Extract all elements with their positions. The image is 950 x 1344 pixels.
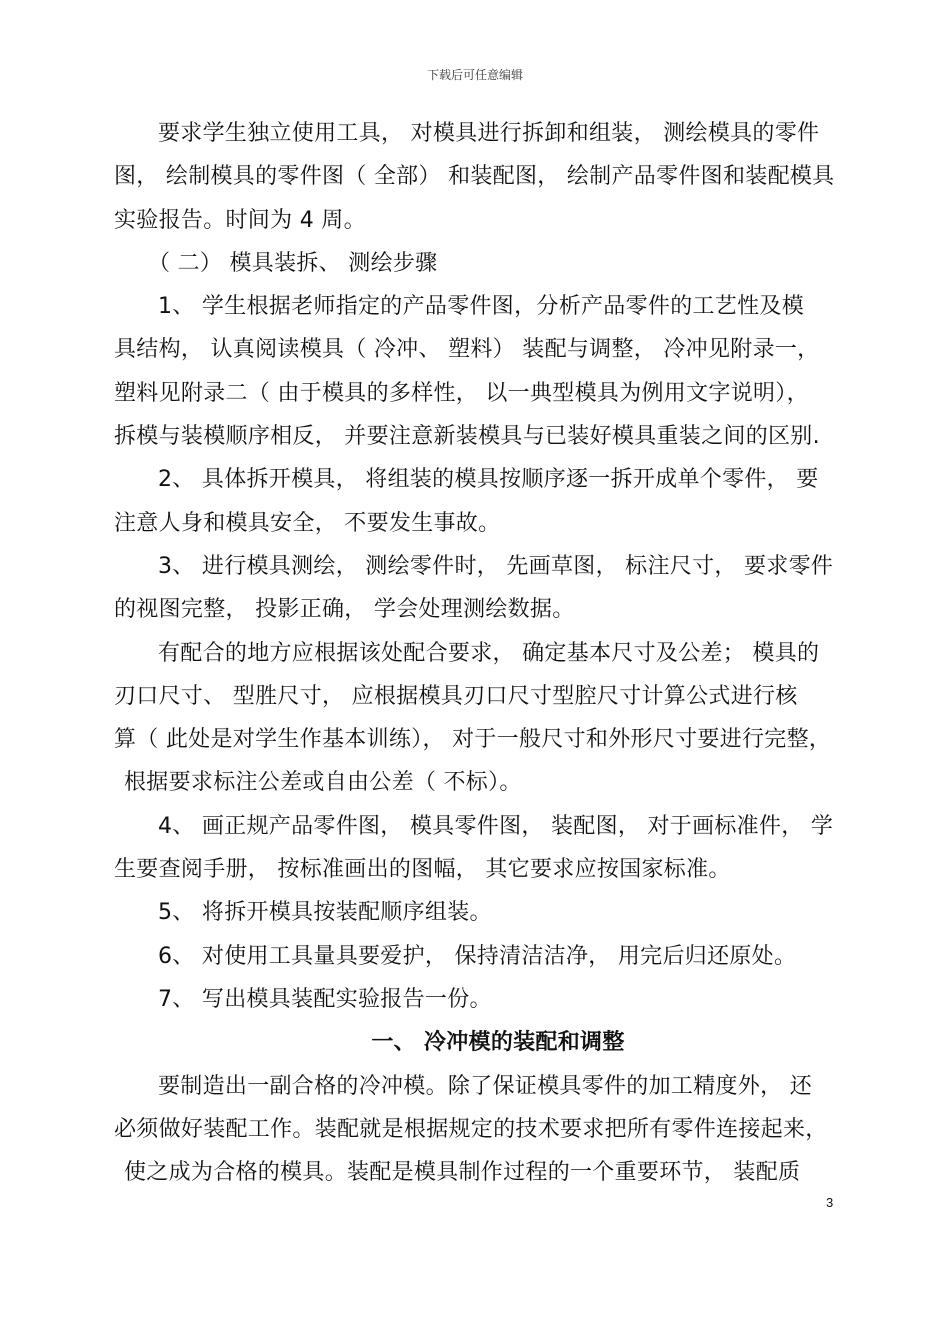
text-line: 注意人身和模具安全， 不要发生事故。 xyxy=(114,510,501,536)
text-line: 7、 写出模具装配实验报告一份。 xyxy=(158,986,492,1012)
text-line: 的视图完整， 投影正确， 学会处理测绘数据。 xyxy=(114,597,575,623)
text-line: 图， 绘制模具的零件图（ 全部） 和装配图， 绘制产品零件图和装配模具 xyxy=(114,164,835,190)
text-line: 有配合的地方应根据该处配合要求， 确定基本尺寸及公差； 模具的 xyxy=(158,640,820,666)
text-line: 拆模与装模顺序相反， 并要注意新装模具与已装好模具重装之间的区别. xyxy=(114,424,820,450)
text-line: 必须做好装配工作。装配就是根据规定的技术要求把所有零件连接起来， xyxy=(114,1116,828,1142)
text-line: 1、 学生根据老师指定的产品零件图，分析产品零件的工艺性及模 xyxy=(158,294,804,320)
section-heading: 一、 冷冲模的装配和调整 xyxy=(371,1030,625,1056)
text-line: 刃口尺寸、 型胜尺寸， 应根据模具刃口尺寸型腔尺寸计算公式进行核 xyxy=(114,683,798,709)
section-subheading: （ 二） 模具装拆、 测绘步骤 xyxy=(148,250,438,276)
text-line: 5、 将拆开模具按装配顺序组装。 xyxy=(158,900,492,926)
text-line: 2、 具体拆开模具， 将组装的模具按顺序逐一拆开成单个零件， 要 xyxy=(158,467,819,493)
text-line: 使之成为合格的模具。装配是模具制作过程的一个重要环节， 装配质 xyxy=(124,1160,801,1186)
text-line: 要制造出一副合格的冷冲模。除了保证模具零件的加工精度外， 还 xyxy=(158,1073,812,1099)
text-line: 生要查阅手册， 按标准画出的图幅， 其它要求应按国家标准。 xyxy=(114,857,731,883)
text-line: 要求学生独立使用工具， 对模具进行拆卸和组装， 测绘模具的零件 xyxy=(158,121,820,146)
text-line: 具结构， 认真阅读模具（ 冷冲、 塑料） 装配与调整， 冷冲见附录一， xyxy=(114,337,820,363)
text-line: 3、 进行模具测绘， 测绘零件时， 先画草图， 标注尺寸， 要求零件 xyxy=(158,553,834,579)
text-line: 塑料见附录二（ 由于模具的多样性， 以一典型模具为例用文字说明）， xyxy=(114,380,809,406)
document-body xyxy=(114,112,842,1194)
page-header: 下载后可任意编辑 xyxy=(426,68,523,82)
text-line: 算（ 此处是对学生作基本训练）， 对于一般尺寸和外形尺寸要进行完整， xyxy=(114,727,832,753)
text-line: 根据要求标注公差或自由公差（ 不标）。 xyxy=(124,770,522,796)
text-line: 6、 对使用工具量具要爱护， 保持清洁洁净， 用完后归还原处。 xyxy=(158,943,797,969)
page-number: 3 xyxy=(826,1195,834,1210)
text-line: 4、 画正规产品零件图， 模具零件图， 装配图， 对于画标准件， 学 xyxy=(158,813,834,839)
text-line: 实验报告。时间为 4 周。 xyxy=(114,207,366,233)
